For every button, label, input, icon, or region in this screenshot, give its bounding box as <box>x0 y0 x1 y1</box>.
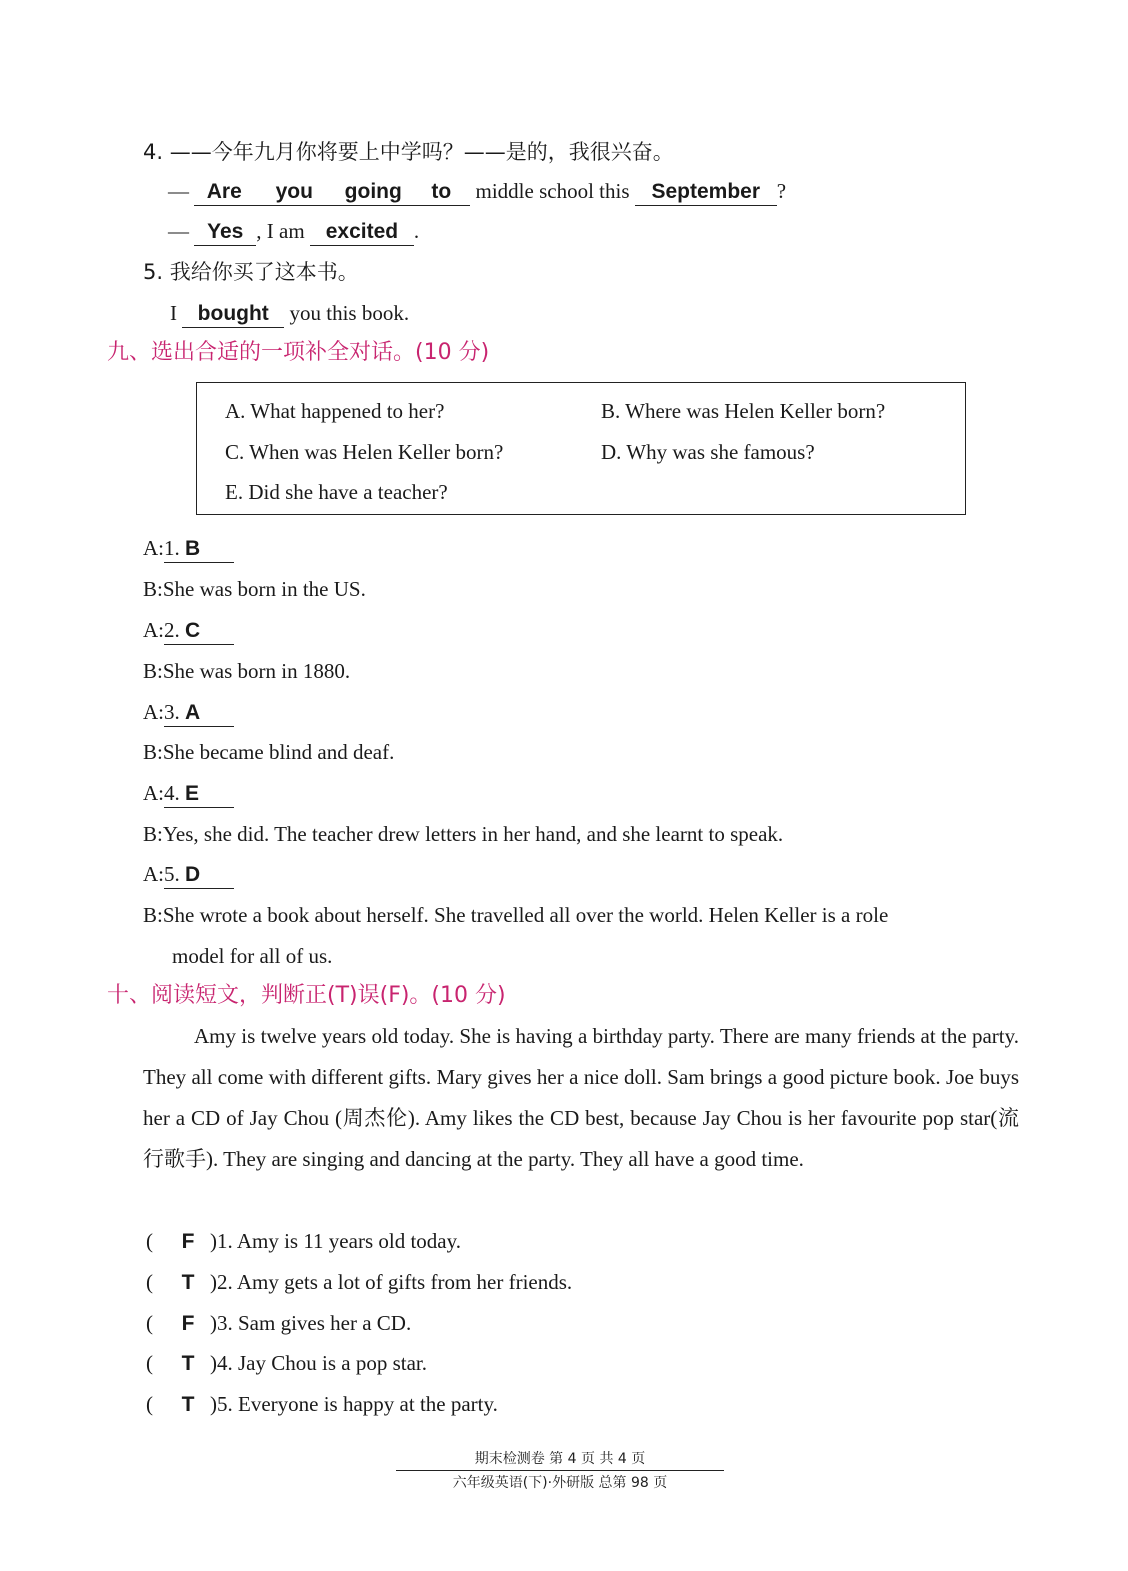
tf-statement: )4. Jay Chou is a pop star. <box>210 1351 427 1375</box>
footer-divider <box>396 1470 724 1471</box>
dialogue-line <box>143 656 350 686</box>
option-a: A. What happened to her? <box>225 399 445 423</box>
tf-answer: F <box>181 1230 195 1253</box>
tf-item <box>146 1389 498 1420</box>
footer-line-2: 六年级英语(下)·外研版 总第 98 页 <box>452 1475 668 1491</box>
dialogue-text: Yes, she did. The teacher drew letters in her hand, and she learnt to speak. <box>162 822 784 846</box>
speaker-label: A: <box>143 781 164 805</box>
slot-answer: C <box>185 619 201 642</box>
open-paren: ( <box>146 1311 153 1335</box>
section-9-heading: 九、选出合适的一项补全对话。(10 分) <box>107 340 490 365</box>
answer-blank: September <box>635 179 777 206</box>
tf-item <box>146 1267 572 1298</box>
tf-statement: )1. Amy is 11 years old today. <box>210 1229 461 1253</box>
q5-sentence <box>170 298 409 328</box>
option-d: D. Why was she famous? <box>601 440 815 464</box>
tf-answer: T <box>181 1393 195 1416</box>
option-e: E. Did she have a teacher? <box>225 480 448 504</box>
speaker-label: B: <box>143 577 163 601</box>
slot-answer: A <box>185 701 201 724</box>
open-paren: ( <box>146 1392 153 1416</box>
answer-slot <box>164 780 234 808</box>
reading-passage: Amy is twelve years old today. She is having a birthday party. There are many friends at the party. They all come with different gifts. Mary gives her a nice doll. Sam brings a good picture book. Joe buys her a CD of Jay Chou (周杰伦). Amy likes the CD best, because Jay Chou is her favourite pop star(流行歌手). They are singing and dancing at the party. They all have a good time. <box>143 1024 1019 1171</box>
speaker-label: A: <box>143 536 164 560</box>
speaker-label: B: <box>143 822 163 846</box>
tf-statement: )2. Amy gets a lot of gifts from her friends. <box>210 1270 573 1294</box>
dialogue-text: She became blind and deaf. <box>162 740 395 764</box>
answer-blank: Are <box>194 179 254 206</box>
slot-number: 3. <box>164 700 180 724</box>
tf-answer: T <box>181 1271 195 1294</box>
tf-item <box>146 1348 427 1379</box>
answer-blank: Yes <box>194 219 256 246</box>
option-b: B. Where was Helen Keller born? <box>601 399 886 423</box>
answer-blank: you <box>254 179 334 206</box>
tf-answer: F <box>181 1312 195 1335</box>
answer-slot <box>164 617 234 645</box>
dialogue-line <box>143 778 234 808</box>
q4-mid-text: middle school this <box>475 179 630 203</box>
q4-line-1 <box>168 176 786 206</box>
answer-blank: excited <box>310 219 414 246</box>
speaker-label: B: <box>143 740 163 764</box>
open-paren: ( <box>146 1229 153 1253</box>
tf-statement: )5. Everyone is happy at the party. <box>210 1392 498 1416</box>
open-paren: ( <box>146 1270 153 1294</box>
slot-answer: D <box>185 863 201 886</box>
q4-prompt: 4. ——今年九月你将要上中学吗？——是的，我很兴奋。 <box>143 140 674 164</box>
dialogue-line <box>143 859 234 889</box>
dialogue-line <box>172 941 332 971</box>
tf-item <box>146 1308 411 1339</box>
dialogue-line <box>143 697 234 727</box>
tf-statement: )3. Sam gives her a CD. <box>210 1311 412 1335</box>
slot-number: 2. <box>164 618 180 642</box>
slot-answer: B <box>185 537 201 560</box>
tf-item <box>146 1226 461 1257</box>
section-10-heading: 十、阅读短文，判断正(T)误(F)。(10 分) <box>107 983 506 1008</box>
dialogue-line <box>143 819 783 849</box>
q5-prompt: 5. 我给你买了这本书。 <box>143 260 359 284</box>
dialogue-text: She was born in 1880. <box>162 659 351 683</box>
slot-number: 1. <box>164 536 180 560</box>
slot-number: 5. <box>164 862 180 886</box>
q4-line-2 <box>168 216 419 246</box>
dash: — <box>168 219 189 243</box>
q4-mid2-text: , I am <box>256 219 305 243</box>
tf-answer: T <box>181 1352 195 1375</box>
dialogue-text: model for all of us. <box>172 944 333 968</box>
open-paren: ( <box>146 1351 153 1375</box>
q4-period: . <box>413 219 420 243</box>
q5-start: I <box>170 301 177 325</box>
slot-number: 4. <box>164 781 180 805</box>
speaker-label: A: <box>143 700 164 724</box>
answer-slot <box>164 699 234 727</box>
answer-blank: to <box>412 179 470 206</box>
answer-blank: going <box>334 179 412 206</box>
dialogue-text: She was born in the US. <box>162 577 366 601</box>
footer-line-1: 期末检测卷 第 4 页 共 4 页 <box>474 1451 646 1467</box>
answer-slot <box>164 535 234 563</box>
dialogue-line <box>143 574 366 604</box>
q4-question-mark: ? <box>776 179 787 203</box>
q5-rest: you this book. <box>289 301 410 325</box>
speaker-label: A: <box>143 862 164 886</box>
answer-blank: bought <box>182 301 284 328</box>
slot-answer: E <box>185 782 200 805</box>
speaker-label: A: <box>143 618 164 642</box>
option-c: C. When was Helen Keller born? <box>225 440 504 464</box>
dialogue-line <box>143 533 234 563</box>
speaker-label: B: <box>143 659 163 683</box>
dialogue-text: She wrote a book about herself. She travelled all over the world. Helen Keller is a role <box>162 903 889 927</box>
dialogue-line <box>143 737 394 767</box>
dialogue-line <box>143 900 888 930</box>
dash: — <box>168 179 189 203</box>
dialogue-line <box>143 615 234 645</box>
speaker-label: B: <box>143 903 163 927</box>
answer-slot <box>164 861 234 889</box>
